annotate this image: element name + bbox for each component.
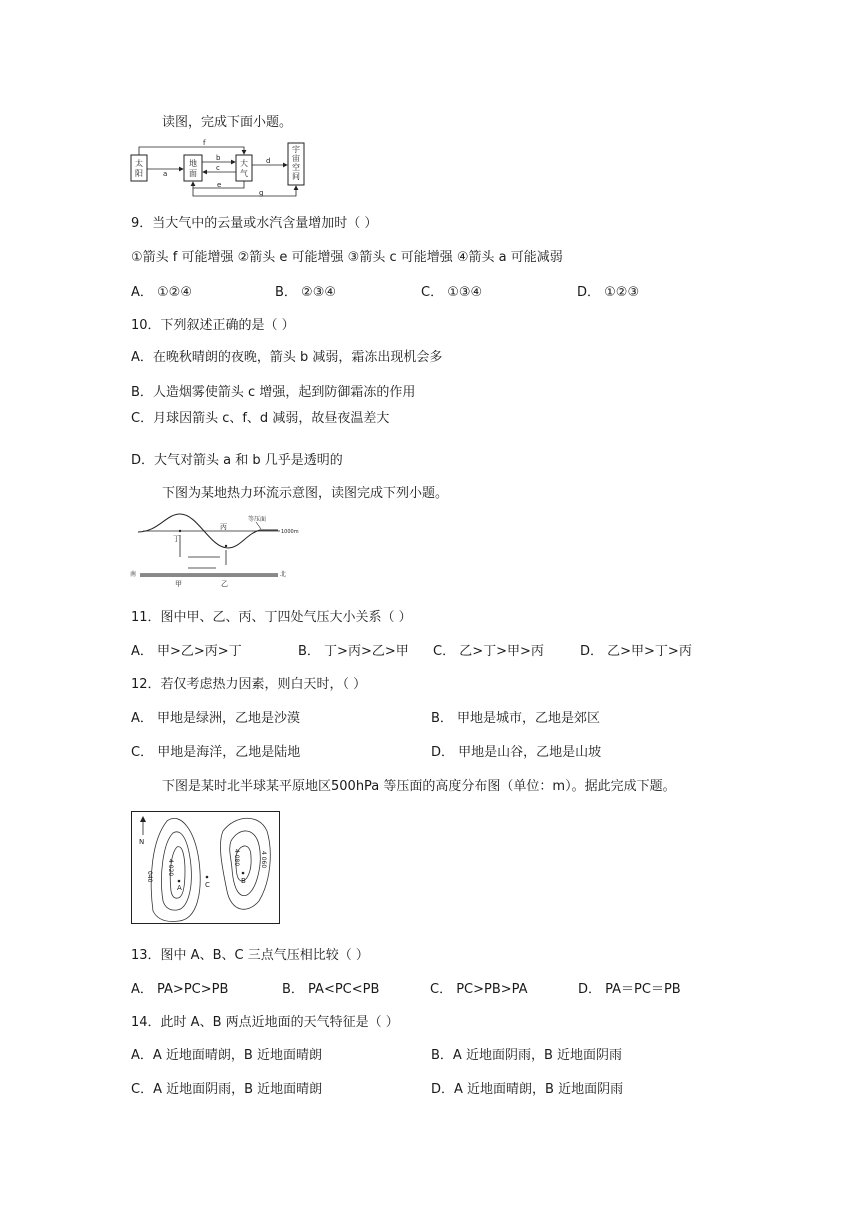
point-c-label: C bbox=[205, 881, 210, 889]
arrow-e-label: e bbox=[217, 181, 222, 189]
sun-label-1: 太 bbox=[135, 159, 143, 168]
point-b-label: B bbox=[241, 877, 246, 885]
q13-option-c[interactable]: C． PC>PB>PA bbox=[430, 982, 528, 997]
jia-label: 甲 bbox=[175, 580, 182, 588]
heat-budget-diagram bbox=[128, 138, 308, 200]
q10-stem: 10．下列叙述正确的是（ ） bbox=[131, 318, 295, 333]
q12-stem: 12．若仅考虑热力因素，则白天时，（ ） bbox=[131, 677, 367, 692]
q13-option-a[interactable]: A． PA>PC>PB bbox=[131, 982, 229, 997]
intro-2: 下图为某地热力环流示意图，读图完成下列小题。 bbox=[162, 486, 449, 501]
q10-option-d[interactable]: D．大气对箭头 a 和 b 几乎是透明的 bbox=[131, 453, 343, 468]
space-label-1: 宇 bbox=[292, 145, 300, 154]
isobaric-height-map bbox=[131, 811, 281, 925]
height-label: 1000m bbox=[281, 529, 299, 535]
intro-1: 读图，完成下面小题。 bbox=[162, 115, 293, 130]
atmos-label-2: 气 bbox=[240, 169, 248, 178]
q9-option-a[interactable]: A． ①②④ bbox=[131, 285, 192, 300]
q13-option-b[interactable]: B． PA<PC<PB bbox=[282, 982, 380, 997]
space-label-4: 间 bbox=[292, 172, 300, 181]
q13-option-d[interactable]: D． PA＝PC＝PB bbox=[578, 982, 681, 997]
atmos-label-1: 大 bbox=[240, 159, 248, 168]
q12-option-a[interactable]: A． 甲地是绿洲，乙地是沙漠 bbox=[131, 711, 301, 726]
north-label: 北 bbox=[280, 571, 287, 578]
q10-option-c[interactable]: C．月球因箭头 c、f、d 减弱，故昼夜温差大 bbox=[131, 411, 390, 426]
intro-3: 下图是某时北半球某平原地区500hPa 等压面的高度分布图（单位：m）。据此完成下题。 bbox=[162, 779, 676, 794]
q12-option-c[interactable]: C． 甲地是海洋，乙地是陆地 bbox=[131, 745, 301, 760]
q13-stem: 13．图中 A、B、C 三点气压相比较（ ） bbox=[131, 948, 369, 963]
arrow-g-label: g bbox=[259, 189, 264, 197]
q11-option-a[interactable]: A． 甲>乙>丙>丁 bbox=[131, 644, 242, 659]
ding-label: 丁 bbox=[173, 535, 180, 543]
ground-label-1: 地 bbox=[189, 159, 197, 168]
q9-option-d[interactable]: D． ①②③ bbox=[577, 285, 640, 300]
thermal-circulation-diagram bbox=[128, 510, 306, 588]
q14-option-c[interactable]: C．A 近地面阴雨，B 近地面晴朗 bbox=[131, 1082, 323, 1097]
q14-option-a[interactable]: A．A 近地面晴朗，B 近地面晴朗 bbox=[131, 1048, 322, 1063]
ground-label-2: 面 bbox=[189, 169, 197, 178]
q10-option-b[interactable]: B．人造烟雾使箭头 c 增强，起到防御霜冻的作用 bbox=[131, 385, 416, 400]
q11-option-b[interactable]: B． 丁>丙>乙>甲 bbox=[298, 644, 409, 659]
contour-label-right-outer: 4 060 bbox=[260, 851, 267, 869]
q11-option-d[interactable]: D． 乙>甲>丁>丙 bbox=[580, 644, 692, 659]
arrow-a-label: a bbox=[163, 170, 168, 178]
q9-items: ①箭头 f 可能增强 ②箭头 e 可能增强 ③箭头 c 可能增强 ④箭头 a 可能减弱 bbox=[131, 250, 563, 265]
contour-label-left-inner: 4 020 bbox=[167, 859, 174, 877]
point-a-label: A bbox=[177, 884, 182, 892]
q12-option-b[interactable]: B． 甲地是城市，乙地是郊区 bbox=[431, 711, 601, 726]
q12-option-d[interactable]: D． 甲地是山谷，乙地是山坡 bbox=[431, 745, 602, 760]
contour-label-right-inner: 4 080 bbox=[233, 849, 240, 867]
south-label: 南 bbox=[130, 571, 137, 578]
arrow-b-label: b bbox=[216, 154, 221, 162]
arrow-c-label: c bbox=[216, 164, 220, 172]
north-marker: N bbox=[139, 838, 145, 846]
isobar-label: 等压面 bbox=[248, 516, 267, 523]
q14-option-b[interactable]: B．A 近地面阴雨，B 近地面阴雨 bbox=[431, 1048, 622, 1063]
q10-option-a[interactable]: A．在晚秋晴朗的夜晚，箭头 b 减弱，霜冻出现机会多 bbox=[131, 350, 443, 365]
q11-option-c[interactable]: C． 乙>丁>甲>丙 bbox=[433, 644, 544, 659]
arrow-d-label: d bbox=[266, 157, 271, 165]
space-label-2: 宙 bbox=[292, 154, 300, 163]
yi-label: 乙 bbox=[221, 580, 228, 588]
q14-stem: 14．此时 A、B 两点近地面的天气特征是（ ） bbox=[131, 1015, 399, 1030]
contour-label-left-outer: 040 bbox=[146, 871, 153, 883]
space-label-3: 空 bbox=[292, 163, 300, 172]
q9-option-c[interactable]: C． ①③④ bbox=[421, 285, 483, 300]
sun-label-2: 阳 bbox=[135, 169, 143, 178]
arrow-f-label: f bbox=[203, 139, 206, 147]
q11-stem: 11．图中甲、乙、丙、丁四处气压大小关系（ ） bbox=[131, 610, 412, 625]
q9-stem: 9．当大气中的云量或水汽含量增加时（ ） bbox=[131, 216, 378, 231]
q9-option-b[interactable]: B． ②③④ bbox=[275, 285, 337, 300]
q14-option-d[interactable]: D．A 近地面晴朗，B 近地面阴雨 bbox=[431, 1082, 624, 1097]
bing-label: 丙 bbox=[220, 523, 227, 531]
